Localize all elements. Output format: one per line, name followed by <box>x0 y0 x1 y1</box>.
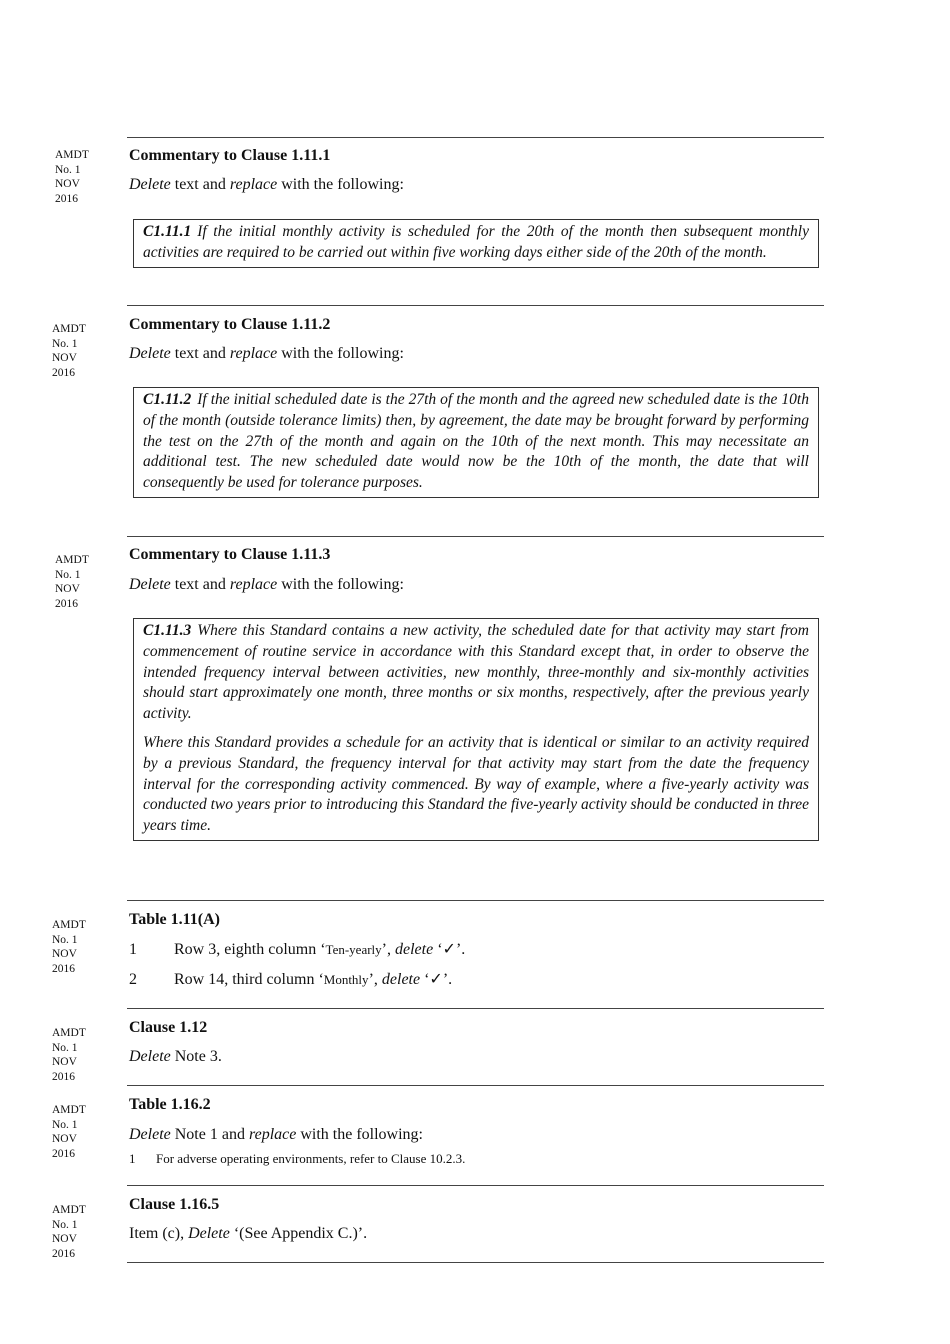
replace-word: replace <box>229 345 278 362</box>
amdt-number: No. 1 <box>55 163 81 176</box>
amdt-month: NOV <box>52 948 77 960</box>
amendment-tag <box>52 1203 102 1261</box>
commentary-paragraph <box>143 222 809 264</box>
amdt-month: NOV <box>55 583 80 595</box>
divider <box>127 1008 824 1009</box>
section-heading: Commentary to Clause 1.11.2 <box>129 316 331 333</box>
commentary-box <box>133 387 819 498</box>
divider <box>127 137 824 138</box>
section-heading: Commentary to Clause 1.11.3 <box>129 546 331 563</box>
amdt-label: AMDT <box>52 1027 86 1039</box>
commentary-paragraph <box>143 621 809 725</box>
item-text: Row 14, third column ‘ <box>174 971 324 988</box>
delete-word: Delete <box>188 1225 230 1242</box>
amdt-number: No. 1 <box>52 1041 78 1054</box>
section-heading: Clause 1.12 <box>129 1019 208 1036</box>
instruction-line <box>129 344 404 364</box>
amdt-month: NOV <box>55 178 80 190</box>
section-heading: Table 1.11(A) <box>129 911 220 928</box>
amdt-year: 2016 <box>52 1247 75 1260</box>
amdt-year: 2016 <box>52 962 75 975</box>
amendment-tag <box>52 918 102 976</box>
instruction-text: with the following: <box>277 576 404 593</box>
amdt-label: AMDT <box>52 1204 86 1216</box>
column-name: Ten-yearly <box>325 942 382 957</box>
commentary-id: C1.11.2 <box>143 391 192 408</box>
instruction-text: with the following: <box>277 345 404 362</box>
item-number: 2 <box>129 971 137 988</box>
commentary-paragraph: Where this Standard provides a schedule for an activity that is identical or similar to an activity required by a previous Standard, the frequency interval for that activity may start from the date the frequency interval for the corresponding activity commenced. By way of example, where a five-yearly activity was conducted two years prior to introducing this Standard the five-yearly activity should be conducted in three years time. <box>143 733 809 835</box>
delete-word: Delete <box>129 576 171 593</box>
instruction-text: Item (c), <box>129 1225 189 1242</box>
instruction-text: ‘(See Appendix C.)’. <box>229 1225 368 1242</box>
commentary-text: If the initial scheduled date is the 27th of the month and the agreed new scheduled date is the 10th of the month (outside tolerance limits) then, by agreement, the date may be brought forward by performing the test on the 27th of the month and again on the 10th of the next month. This may necessitate an additional test. The new scheduled date would now be the 10th of the month, the date that will consequently be used for tolerance purposes. <box>143 391 809 492</box>
commentary-paragraph <box>143 390 809 494</box>
amdt-year: 2016 <box>55 192 78 205</box>
amdt-month: NOV <box>52 1233 77 1245</box>
replace-word: replace <box>248 1126 297 1143</box>
amdt-year: 2016 <box>55 597 78 610</box>
amendment-tag <box>52 322 102 380</box>
divider <box>127 305 824 306</box>
list-item <box>129 940 465 960</box>
list-item <box>129 970 452 990</box>
instruction-line <box>129 175 404 195</box>
divider <box>127 1262 824 1263</box>
amdt-number: No. 1 <box>52 1218 78 1231</box>
amendment-tag <box>55 553 105 611</box>
instruction-line <box>129 1224 367 1244</box>
amdt-year: 2016 <box>52 1070 75 1083</box>
instruction-text: Note 1 and <box>170 1126 249 1143</box>
item-text: ‘✓’. <box>420 971 453 988</box>
divider <box>127 900 824 901</box>
instruction-line <box>129 1047 222 1067</box>
amdt-year: 2016 <box>52 1147 75 1160</box>
amdt-label: AMDT <box>52 919 86 931</box>
instruction-text: text and <box>170 176 230 193</box>
instruction-line <box>129 575 404 595</box>
instruction-text: text and <box>170 345 230 362</box>
note-number: 1 <box>129 1151 136 1166</box>
divider <box>127 1185 824 1186</box>
instruction-text: with the following: <box>296 1126 423 1143</box>
commentary-id: C1.11.3 <box>143 622 192 639</box>
amdt-number: No. 1 <box>52 1118 78 1131</box>
amdt-label: AMDT <box>52 1104 86 1116</box>
amdt-label: AMDT <box>55 149 89 161</box>
item-text: Row 3, eighth column ‘ <box>174 941 326 958</box>
item-text: ’, <box>381 941 395 958</box>
amdt-number: No. 1 <box>52 933 78 946</box>
amendment-tag <box>52 1103 102 1161</box>
instruction-text: Note 3. <box>170 1048 222 1065</box>
amdt-month: NOV <box>52 1056 77 1068</box>
item-text: ’, <box>368 971 382 988</box>
amdt-month: NOV <box>52 1133 77 1145</box>
divider <box>127 1085 824 1086</box>
amendment-tag <box>55 148 105 206</box>
item-text: ‘✓’. <box>433 941 466 958</box>
amdt-label: AMDT <box>55 554 89 566</box>
delete-word: Delete <box>129 176 171 193</box>
replace-word: replace <box>229 576 278 593</box>
section-heading: Clause 1.16.5 <box>129 1196 220 1213</box>
note-text: For adverse operating environments, refer to Clause 10.2.3. <box>156 1151 466 1166</box>
delete-word: Delete <box>129 345 171 362</box>
table-note <box>129 1151 465 1167</box>
instruction-text: with the following: <box>277 176 404 193</box>
commentary-text: If the initial monthly activity is scheduled for the 20th of the month then subsequent monthly activities are required to be carried out within five working days either side of the 20th of the month. <box>143 223 809 261</box>
delete-word: Delete <box>129 1048 171 1065</box>
item-number: 1 <box>129 941 137 958</box>
amdt-number: No. 1 <box>55 568 81 581</box>
amdt-number: No. 1 <box>52 337 78 350</box>
amdt-month: NOV <box>52 352 77 364</box>
amdt-label: AMDT <box>52 323 86 335</box>
commentary-text: Where this Standard contains a new activity, the scheduled date for that activity may start from commencement of routine service in accordance with this Standard except that, in order to observe the intended frequency interval between activities, new monthly, three-monthly and six-monthly activities should start approximately one month, three months or six months, respectively, after the previous yearly activity. <box>143 622 809 723</box>
commentary-box <box>133 618 819 841</box>
amendment-tag <box>52 1026 102 1084</box>
delete-word: delete <box>395 941 434 958</box>
delete-word: Delete <box>129 1126 171 1143</box>
divider <box>127 536 824 537</box>
section-heading: Commentary to Clause 1.11.1 <box>129 147 331 164</box>
delete-word: delete <box>381 971 421 988</box>
instruction-text: text and <box>170 576 230 593</box>
section-heading: Table 1.16.2 <box>129 1096 211 1113</box>
column-name: Monthly <box>323 972 369 987</box>
amdt-year: 2016 <box>52 366 75 379</box>
commentary-id: C1.11.1 <box>143 223 192 240</box>
commentary-box <box>133 219 819 268</box>
instruction-line <box>129 1125 423 1145</box>
replace-word: replace <box>229 176 278 193</box>
